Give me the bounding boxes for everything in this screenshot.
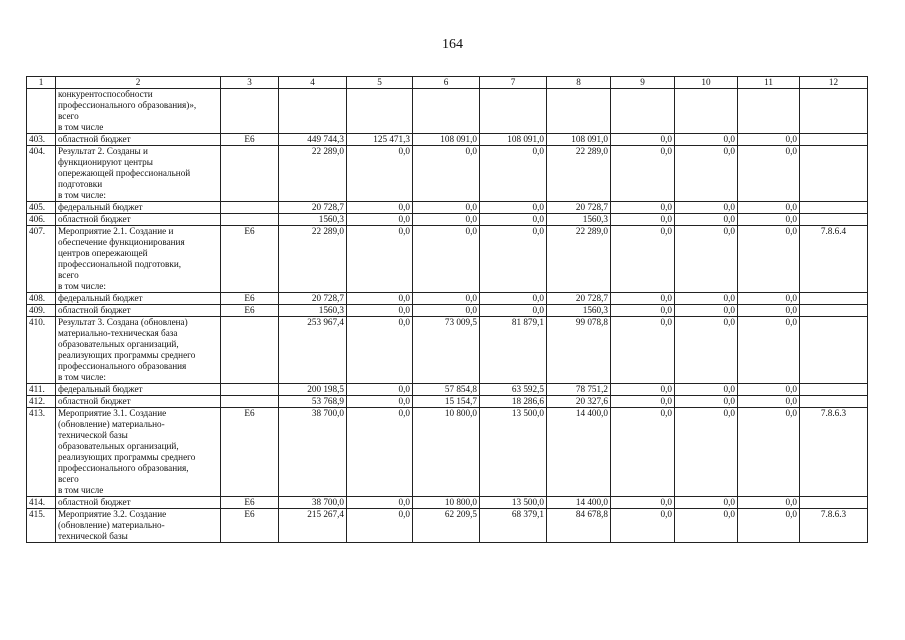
column-header: 12 [800,77,868,89]
value-col-8: 22 289,0 [547,146,611,202]
column-header: 10 [675,77,738,89]
value-col-5: 0,0 [347,497,413,509]
row-reference [800,497,868,509]
row-number: 408. [27,293,56,305]
row-reference [800,384,868,396]
value-col-9: 0,0 [611,214,675,226]
value-col-4: 253 967,4 [279,317,347,384]
table-row [27,509,868,543]
value-col-5: 0,0 [347,202,413,214]
value-col-7: 68 379,1 [480,509,547,543]
row-reference: 7.8.6.3 [800,509,868,543]
value-col-8: 20 728,7 [547,293,611,305]
column-number-row [27,77,868,89]
value-col-5: 0,0 [347,384,413,396]
value-col-4: 215 267,4 [279,509,347,543]
value-col-6: 57 854,8 [413,384,480,396]
value-col-4: 22 289,0 [279,146,347,202]
value-col-4: 38 700,0 [279,408,347,497]
row-description: Мероприятие 3.2. Создание (обновление) материально- технической базы [56,509,221,543]
row-reference [800,214,868,226]
table-row [27,396,868,408]
row-reference [800,396,868,408]
value-col-4: 1560,3 [279,214,347,226]
value-col-8: 14 400,0 [547,497,611,509]
column-header: 3 [221,77,279,89]
value-col-4: 200 198,5 [279,384,347,396]
value-col-11: 0,0 [738,305,800,317]
value-col-6: 108 091,0 [413,134,480,146]
row-reference [800,317,868,384]
value-col-11: 0,0 [738,146,800,202]
value-col-9 [611,89,675,134]
row-number: 410. [27,317,56,384]
row-reference [800,134,868,146]
value-col-11: 0,0 [738,202,800,214]
value-col-6: 62 209,5 [413,509,480,543]
row-code [221,214,279,226]
value-col-5: 125 471,3 [347,134,413,146]
row-code [221,89,279,134]
value-col-10: 0,0 [675,226,738,293]
value-col-10: 0,0 [675,146,738,202]
value-col-6: 15 154,7 [413,396,480,408]
value-col-10 [675,89,738,134]
column-header: 2 [56,77,221,89]
value-col-5: 0,0 [347,509,413,543]
value-col-5: 0,0 [347,408,413,497]
value-col-9: 0,0 [611,202,675,214]
value-col-5: 0,0 [347,146,413,202]
value-col-6: 0,0 [413,293,480,305]
table-row [27,214,868,226]
table-row [27,317,868,384]
value-col-7 [480,89,547,134]
row-description: областной бюджет [56,134,221,146]
row-number [27,89,56,134]
row-description: областной бюджет [56,497,221,509]
row-number: 411. [27,384,56,396]
value-col-8: 20 728,7 [547,202,611,214]
row-code [221,396,279,408]
value-col-7: 18 286,6 [480,396,547,408]
value-col-7: 0,0 [480,305,547,317]
value-col-9: 0,0 [611,305,675,317]
column-header: 11 [738,77,800,89]
value-col-7: 108 091,0 [480,134,547,146]
column-header: 8 [547,77,611,89]
row-code [221,384,279,396]
row-number: 409. [27,305,56,317]
value-col-10: 0,0 [675,408,738,497]
row-description: конкурентоспособности профессионального образования)», всего в том числе [56,89,221,134]
value-col-8: 14 400,0 [547,408,611,497]
row-code: Е6 [221,293,279,305]
row-reference [800,146,868,202]
value-col-5: 0,0 [347,293,413,305]
value-col-9: 0,0 [611,317,675,384]
value-col-8: 99 078,8 [547,317,611,384]
value-col-11: 0,0 [738,214,800,226]
value-col-6: 0,0 [413,226,480,293]
row-number: 407. [27,226,56,293]
value-col-11: 0,0 [738,317,800,384]
row-description: Мероприятие 2.1. Создание и обеспечение функционирования центров опережающей профессиональной подготовки, всего в том числе: [56,226,221,293]
row-reference: 7.8.6.3 [800,408,868,497]
row-reference [800,293,868,305]
value-col-6: 10 800,0 [413,497,480,509]
table-row [27,384,868,396]
row-code: Е6 [221,509,279,543]
value-col-5: 0,0 [347,226,413,293]
value-col-7: 81 879,1 [480,317,547,384]
value-col-10: 0,0 [675,214,738,226]
value-col-7: 0,0 [480,226,547,293]
value-col-5 [347,89,413,134]
budget-table [26,76,868,543]
row-code: Е6 [221,497,279,509]
row-code: Е6 [221,134,279,146]
value-col-11: 0,0 [738,293,800,305]
column-header: 6 [413,77,480,89]
row-code [221,202,279,214]
value-col-4: 1560,3 [279,305,347,317]
value-col-6: 0,0 [413,202,480,214]
row-number: 406. [27,214,56,226]
value-col-8: 1560,3 [547,214,611,226]
row-description: областной бюджет [56,214,221,226]
value-col-8: 78 751,2 [547,384,611,396]
value-col-11: 0,0 [738,509,800,543]
value-col-11: 0,0 [738,384,800,396]
row-code [221,317,279,384]
value-col-9: 0,0 [611,293,675,305]
value-col-4 [279,89,347,134]
value-col-9: 0,0 [611,396,675,408]
value-col-4: 53 768,9 [279,396,347,408]
value-col-7: 0,0 [480,146,547,202]
row-number: 404. [27,146,56,202]
column-header: 7 [480,77,547,89]
value-col-6: 0,0 [413,214,480,226]
value-col-4: 20 728,7 [279,202,347,214]
row-description: федеральный бюджет [56,293,221,305]
value-col-9: 0,0 [611,384,675,396]
table-row [27,305,868,317]
value-col-11: 0,0 [738,226,800,293]
table-row [27,408,868,497]
row-code: Е6 [221,305,279,317]
column-header: 1 [27,77,56,89]
value-col-10: 0,0 [675,384,738,396]
value-col-8: 1560,3 [547,305,611,317]
row-description: Мероприятие 3.1. Создание (обновление) материально- технической базы образовательных организаций, реализующих программы среднего профессионального образования, всего в том числе [56,408,221,497]
row-description: федеральный бюджет [56,202,221,214]
value-col-9: 0,0 [611,509,675,543]
value-col-6: 10 800,0 [413,408,480,497]
value-col-9: 0,0 [611,408,675,497]
row-number: 412. [27,396,56,408]
value-col-7: 13 500,0 [480,497,547,509]
value-col-8 [547,89,611,134]
value-col-7: 0,0 [480,293,547,305]
row-reference: 7.8.6.4 [800,226,868,293]
value-col-11: 0,0 [738,497,800,509]
value-col-9: 0,0 [611,226,675,293]
row-description: федеральный бюджет [56,384,221,396]
row-description: областной бюджет [56,305,221,317]
value-col-10: 0,0 [675,293,738,305]
column-header: 4 [279,77,347,89]
row-reference [800,305,868,317]
value-col-10: 0,0 [675,317,738,384]
row-number: 403. [27,134,56,146]
row-number: 405. [27,202,56,214]
value-col-5: 0,0 [347,396,413,408]
value-col-8: 22 289,0 [547,226,611,293]
value-col-10: 0,0 [675,305,738,317]
value-col-5: 0,0 [347,305,413,317]
value-col-6: 0,0 [413,146,480,202]
value-col-4: 38 700,0 [279,497,347,509]
table-row [27,146,868,202]
row-code [221,146,279,202]
table-row [27,89,868,134]
row-number: 414. [27,497,56,509]
value-col-9: 0,0 [611,146,675,202]
row-description: областной бюджет [56,396,221,408]
value-col-10: 0,0 [675,509,738,543]
value-col-8: 108 091,0 [547,134,611,146]
row-reference [800,202,868,214]
value-col-6: 73 009,5 [413,317,480,384]
value-col-9: 0,0 [611,497,675,509]
row-reference [800,89,868,134]
row-number: 413. [27,408,56,497]
value-col-6 [413,89,480,134]
column-header: 9 [611,77,675,89]
value-col-10: 0,0 [675,202,738,214]
table-row [27,134,868,146]
value-col-7: 0,0 [480,202,547,214]
value-col-10: 0,0 [675,497,738,509]
value-col-5: 0,0 [347,317,413,384]
table-row [27,226,868,293]
value-col-8: 84 678,8 [547,509,611,543]
value-col-4: 20 728,7 [279,293,347,305]
row-description: Результат 2. Созданы и функционируют центры опережающей профессиональной подготовки в том числе: [56,146,221,202]
row-code: Е6 [221,408,279,497]
table-row [27,497,868,509]
value-col-11: 0,0 [738,134,800,146]
row-description: Результат 3. Создана (обновлена) материально-техническая база образовательных организаций, реализующих программы среднего профессионального образования в том числе: [56,317,221,384]
value-col-8: 20 327,6 [547,396,611,408]
page-number: 164 [442,37,463,52]
value-col-4: 449 744,3 [279,134,347,146]
table-row [27,202,868,214]
value-col-10: 0,0 [675,396,738,408]
value-col-11: 0,0 [738,408,800,497]
row-number: 415. [27,509,56,543]
value-col-11 [738,89,800,134]
value-col-7: 13 500,0 [480,408,547,497]
value-col-7: 63 592,5 [480,384,547,396]
value-col-7: 0,0 [480,214,547,226]
table-body [27,89,868,543]
column-header: 5 [347,77,413,89]
value-col-10: 0,0 [675,134,738,146]
value-col-9: 0,0 [611,134,675,146]
value-col-11: 0,0 [738,396,800,408]
value-col-5: 0,0 [347,214,413,226]
value-col-4: 22 289,0 [279,226,347,293]
value-col-6: 0,0 [413,305,480,317]
table-row [27,293,868,305]
row-code: Е6 [221,226,279,293]
